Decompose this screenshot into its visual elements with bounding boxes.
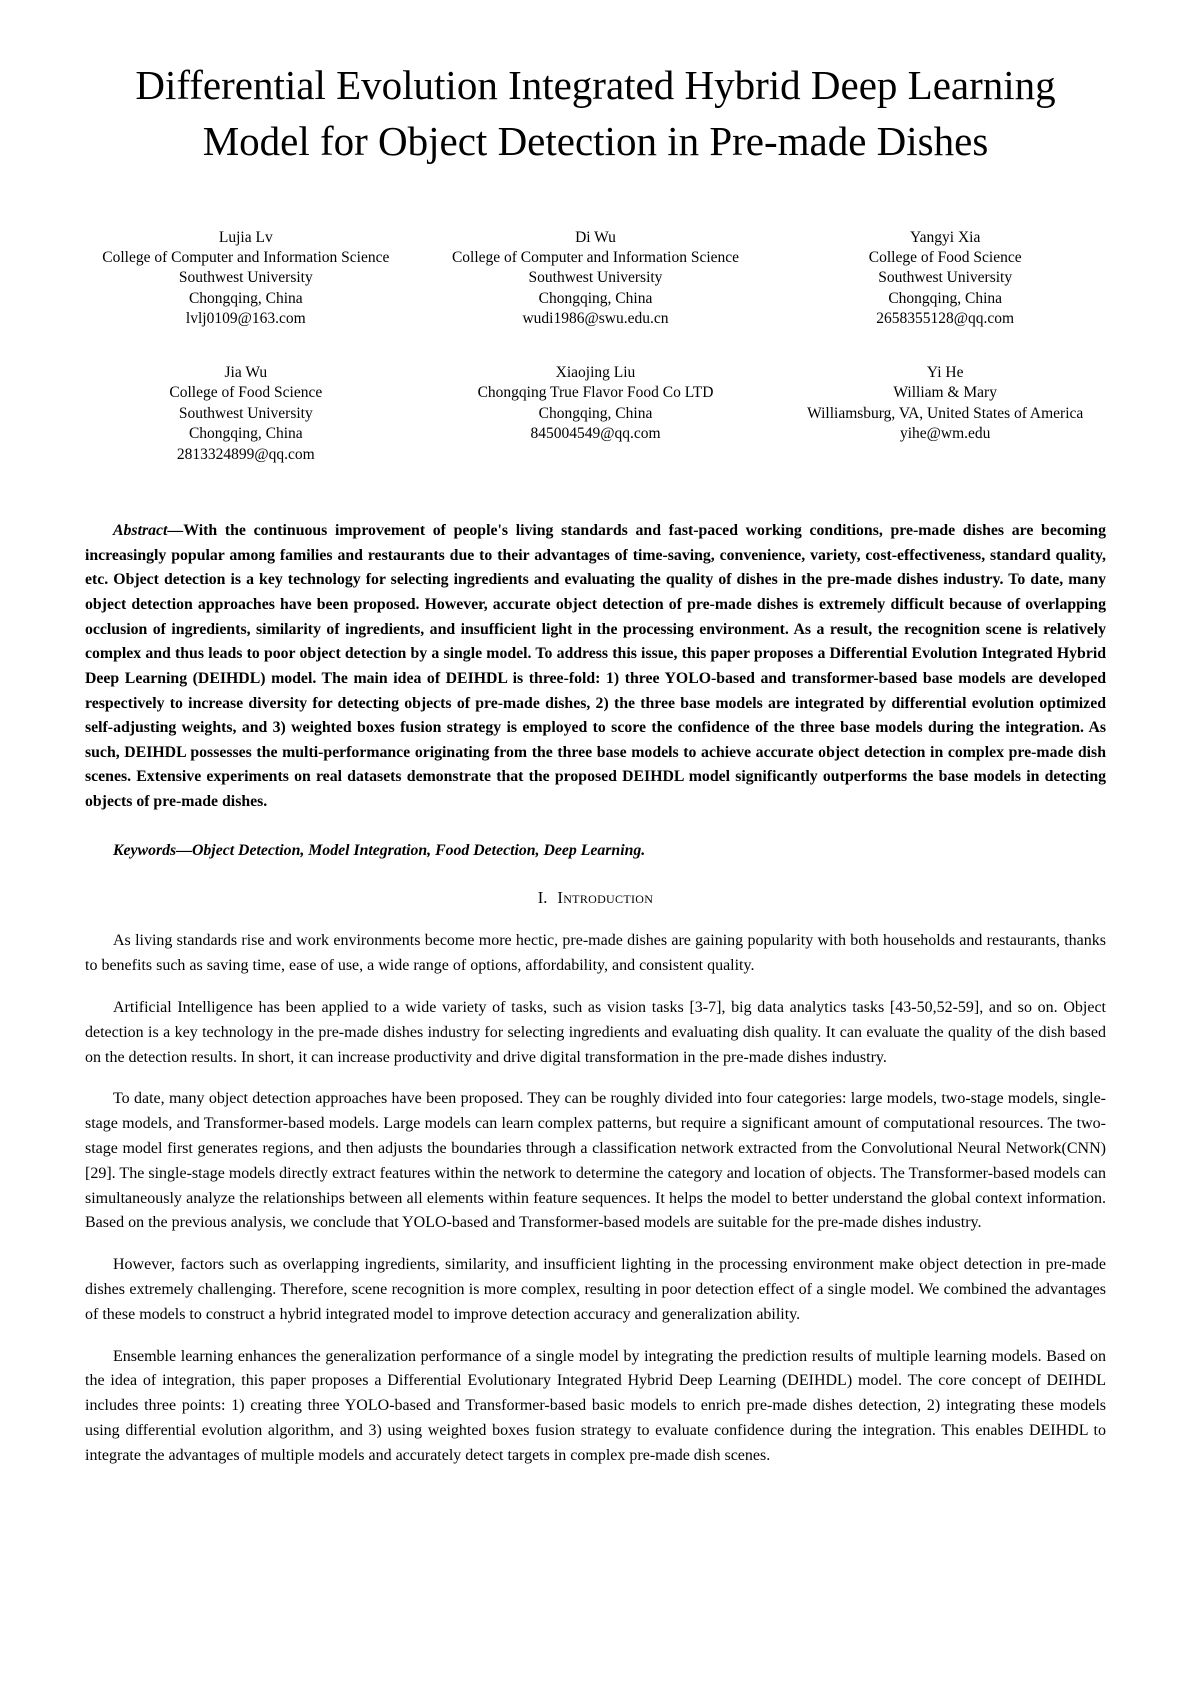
author-affiliation: Chongqing, China bbox=[188, 289, 303, 307]
section-heading-introduction bbox=[85, 888, 1106, 908]
author-block-yi-he bbox=[784, 363, 1106, 445]
author-email: 2813324899@qq.com bbox=[176, 445, 315, 463]
author-name: Xiaojing Liu bbox=[555, 363, 636, 381]
author-email: wudi1986@swu.edu.cn bbox=[522, 310, 669, 328]
author-email: yihe@wm.edu bbox=[899, 425, 991, 443]
author-name: Jia Wu bbox=[224, 363, 268, 381]
author-name: Lujia Lv bbox=[218, 228, 273, 246]
paper-title: Differential Evolution Integrated Hybrid Deep Learning Model for Object Detection in Pre-made Dishes bbox=[135, 62, 1056, 164]
author-affiliation: Chongqing, China bbox=[538, 404, 653, 422]
abstract-label: Abstract bbox=[113, 522, 168, 540]
author-section bbox=[85, 228, 1106, 466]
keywords-line bbox=[85, 839, 1106, 863]
author-block-xiaojing-liu bbox=[435, 363, 757, 445]
keywords-text: —Object Detection, Model Integration, Food Detection, Deep Learning. bbox=[176, 841, 646, 859]
intro-paragraph-3: To date, many object detection approaches have been proposed. They can be roughly divided into four categories: large models, two-stage models, single-stage models, and Transformer-based models. Large models can learn complex patterns, but require a significant amount of computational resources. The two-stage model first generates regions, and then adjusts the boundaries through a classification network extracted from the Convolutional Neural Network(CNN) [29]. The single-stage models directly extract features within the network to determine the category and location of objects. The Transformer-based models can simultaneously analyze the relationships between all elements within feature sequences. It helps the model to better understand the global context information. Based on the previous analysis, we conclude that YOLO-based and Transformer-based models are suitable for the pre-made dishes industry. bbox=[85, 1090, 1106, 1232]
section-number: I. bbox=[537, 888, 548, 908]
author-email: 845004549@qq.com bbox=[530, 425, 661, 443]
author-column-2 bbox=[435, 228, 757, 466]
author-name: Di Wu bbox=[575, 228, 616, 246]
section-title: Introduction bbox=[557, 888, 654, 908]
author-affiliation: Chongqing, China bbox=[888, 289, 1003, 307]
author-name: Yangyi Xia bbox=[910, 228, 981, 246]
author-block-yangyi-xia bbox=[784, 228, 1106, 330]
author-column-1 bbox=[85, 228, 407, 466]
author-block-lujia-lv bbox=[85, 228, 407, 330]
author-affiliation: Williamsburg, VA, United States of America bbox=[807, 404, 1084, 422]
abstract-text: —With the continuous improvement of people's living standards and fast-paced working conditions, pre-made dishes are becoming increasingly popular among families and restaurants due to their advantages of time-saving, convenience, variety, cost-effectiveness, standard quality, etc. Object detection is a key technology for selecting ingredients and evaluating the quality of dishes in the pre-made dishes industry. To date, many object detection approaches have been proposed. However, accurate object detection of pre-made dishes is extremely difficult because of overlapping occlusion of ingredients, similarity of ingredients, and insufficient light in the processing environment. As a result, the recognition scene is relatively complex and thus leads to poor object detection by a single model. To address this issue, this paper proposes a Differential Evolution Integrated Hybrid Deep Learning (DEIHDL) model. The main idea of DEIHDL is three-fold: 1) three YOLO-based and transformer-based base models are developed respectively to increase diversity for detecting objects of pre-made dishes, 2) the three base models are integrated by differential evolution optimized self-adjusting weights, and 3) weighted boxes fusion strategy is employed to score the confidence of the three base models during the integration. As such, DEIHDL possesses the multi-performance originating from the three base models to achieve accurate object detection in complex pre-made dish scenes. Extensive experiments on real datasets demonstrate that the proposed DEIHDL model significantly outperforms the base models in detecting objects of pre-made dishes. bbox=[85, 522, 1106, 811]
author-affiliation: College of Food Science bbox=[868, 248, 1022, 266]
author-column-3 bbox=[784, 228, 1106, 466]
intro-paragraph-5: Ensemble learning enhances the generalization performance of a single model by integrating the prediction results of multiple learning models. Based on the idea of integration, this paper proposes a Differential Evolutionary Integrated Hybrid Deep Learning (DEIHDL) model. The core concept of DEIHDL includes three points: 1) creating three YOLO-based and Transformer-based basic models to enrich pre-made dishes detection, 2) integrating these models using differential evolution algorithm, and 3) using weighted boxes fusion strategy to evaluate confidence during the integration. This enables DEIHDL to integrate the advantages of multiple models and accurately detect targets in complex pre-made dish scenes. bbox=[85, 1347, 1106, 1464]
intro-paragraph-2: Artificial Intelligence has been applied to a wide variety of tasks, such as vision tasks [3-7], big data analytics tasks [43-50,52-59], and so on. Object detection is a key technology in the pre-made dishes industry for selecting ingredients and evaluating dish quality. It can evaluate the quality of the dish based on the detection results. In short, it can increase productivity and drive digital transformation in the pre-made dishes industry. bbox=[85, 999, 1106, 1066]
author-affiliation: Southwest University bbox=[878, 269, 1013, 287]
intro-paragraph-1: As living standards rise and work environments become more hectic, pre-made dishes are gaining popularity with both households and restaurants, thanks to benefits such as saving time, ease of use, a wide range of options, affordability, and consistent quality. bbox=[85, 932, 1106, 975]
author-affiliation: Chongqing True Flavor Food Co LTD bbox=[477, 384, 714, 402]
author-email: lvlj0109@163.com bbox=[185, 310, 306, 328]
author-block-di-wu bbox=[435, 228, 757, 330]
author-affiliation: College of Computer and Information Science bbox=[451, 248, 740, 266]
keywords-label: Keywords bbox=[113, 841, 177, 859]
intro-paragraph-4: However, factors such as overlapping ingredients, similarity, and insufficient lighting in the processing environment make object detection in pre-made dishes extremely challenging. Therefore, scene recognition is more complex, resulting in poor detection effect of a single model. We combined the advantages of these models to construct a hybrid integrated model to improve detection accuracy and generalization ability. bbox=[85, 1256, 1106, 1323]
author-name: Yi He bbox=[926, 363, 964, 381]
author-affiliation: College of Food Science bbox=[169, 384, 323, 402]
author-affiliation: Chongqing, China bbox=[188, 425, 303, 443]
author-affiliation: Southwest University bbox=[528, 269, 663, 287]
author-affiliation: College of Computer and Information Science bbox=[102, 248, 390, 266]
author-affiliation: Chongqing, China bbox=[538, 289, 653, 307]
author-affiliation: Southwest University bbox=[178, 269, 313, 287]
author-affiliation: William & Mary bbox=[893, 384, 997, 402]
author-affiliation: Southwest University bbox=[178, 404, 313, 422]
author-block-jia-wu bbox=[85, 363, 407, 465]
author-email: 2658355128@qq.com bbox=[876, 310, 1015, 328]
abstract-paragraph bbox=[85, 519, 1106, 815]
